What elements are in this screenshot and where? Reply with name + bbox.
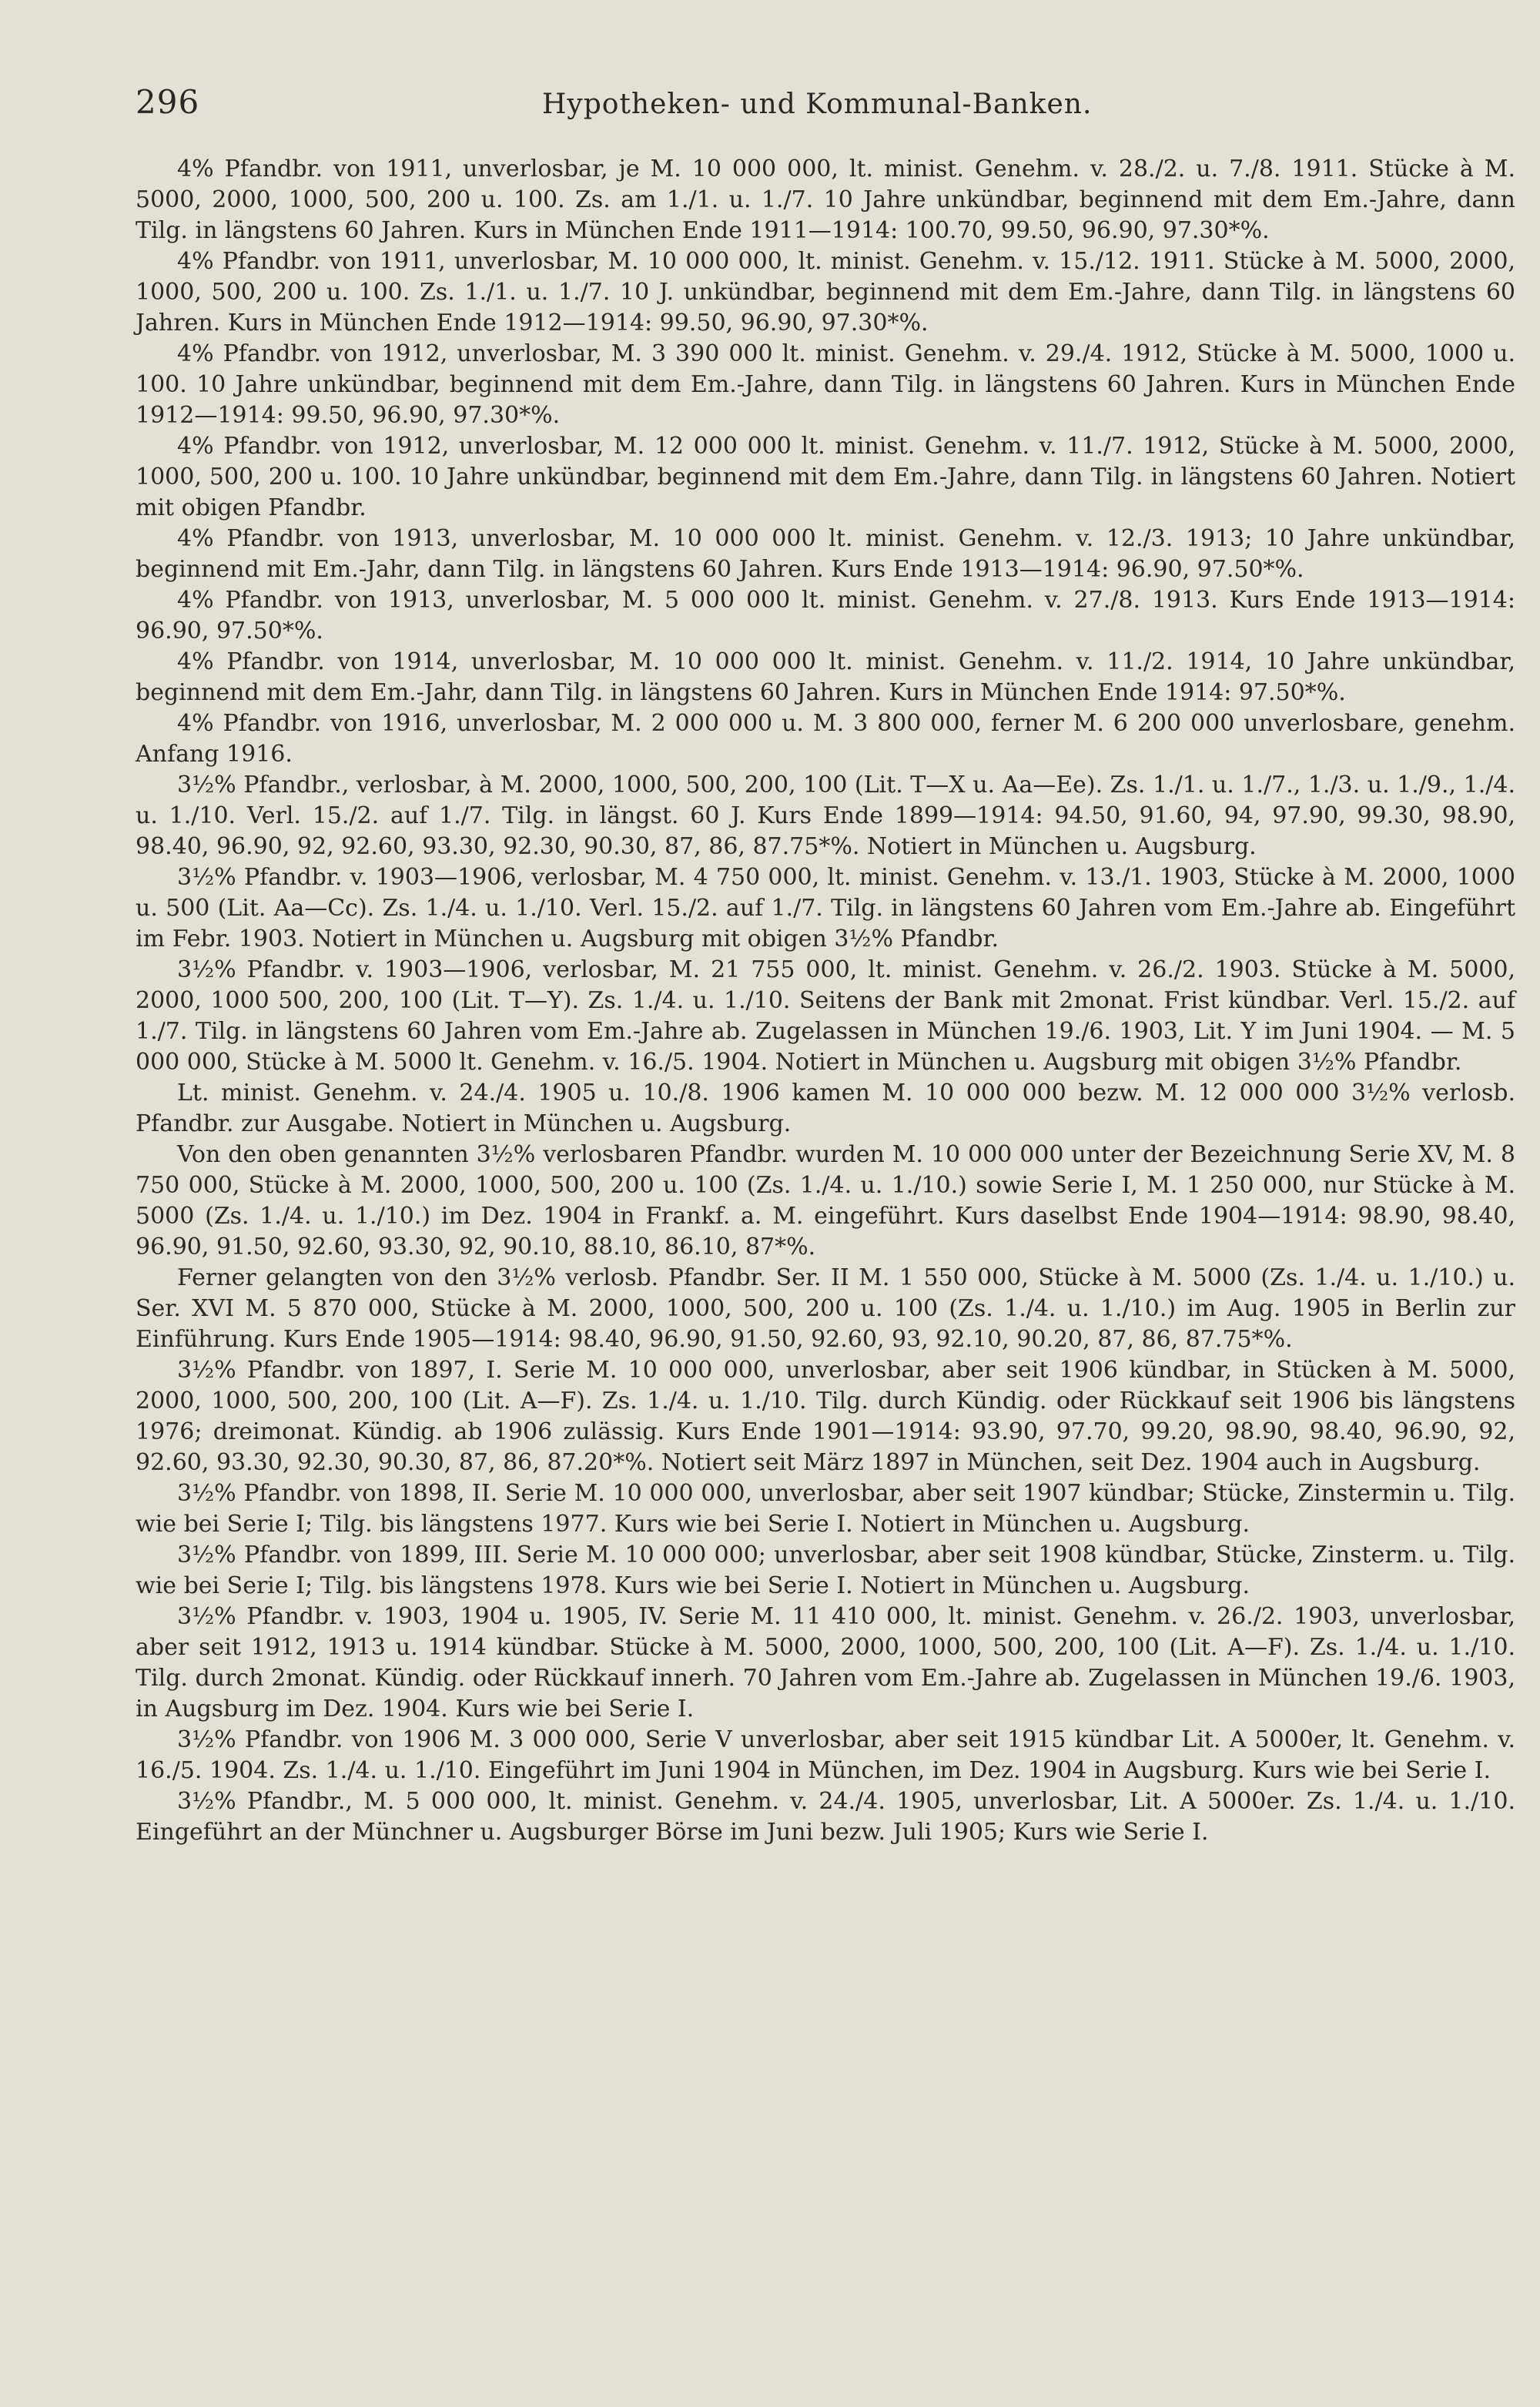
paragraph: 3½% Pfandbr. v. 1903—1906, verlosbar, M. 4 750 000, lt. minist. Genehm. v. 13./1. 1903, Stücke à M. 2000, 1000 u. 500 (Lit. Aa—Cc). Zs. 1./4. u. 1./10. Verl. 15./2. auf 1./7. Tilg. in längstens 60 Jahren vom Em.-Jahre ab. Eingeführt im Febr. 1903. Notiert in München u. Augsburg mit obigen 3½% Pfandbr. [136,864,1515,952]
paragraph: Lt. minist. Genehm. v. 24./4. 1905 u. 10./8. 1906 kamen M. 10 000 000 bezw. M. 12 000 000 3½% verlosb. Pfandbr. zur Ausgabe. Notiert in München u. Augsburg. [136,1080,1515,1137]
paragraph: 3½% Pfandbr. von 1906 M. 3 000 000, Serie V unverlosbar, aber seit 1915 kündbar Lit. A 5000er, lt. Genehm. v. 16./5. 1904. Zs. 1./4. u. 1./10. Eingeführt im Juni 1904 in München, im Dez. 1904 in Augsburg. Kurs wie bei Serie I. [136,1726,1515,1784]
paragraph: 4% Pfandbr. von 1913, unverlosbar, M. 10 000 000 lt. minist. Genehm. v. 12./3. 1913; 10 Jahre unkündbar, beginnend mit Em.-Jahr, dann Tilg. in längstens 60 Jahren. Kurs Ende 1913—1914: 96.90, 97.50*%. [136,525,1515,583]
paragraph: 4% Pfandbr. von 1916, unverlosbar, M. 2 000 000 u. M. 3 800 000, ferner M. 6 200 000 unverlosbare, genehm. Anfang 1916. [136,710,1515,768]
paragraph: 4% Pfandbr. von 1911, unverlosbar, M. 10 000 000, lt. minist. Genehm. v. 15./12. 1911. Stücke à M. 5000, 2000, 1000, 500, 200 u. 100. Zs. 1./1. u. 1./7. 10 J. unkündbar, beginnend mit dem Em.-Jahre, dann Tilg. in längstens 60 Jahren. Kurs in München Ende 1912—1914: 99.50, 96.90, 97.30*%. [136,248,1515,336]
paragraph: Von den oben genannten 3½% verlosbaren Pfandbr. wurden M. 10 000 000 unter der Bezeichnung Serie XV, M. 8 750 000, Stücke à M. 2000, 1000, 500, 200 u. 100 (Zs. 1./4. u. 1./10.) sowie Serie I, M. 1 250 000, nur Stücke à M. 5000 (Zs. 1./4. u. 1./10.) im Dez. 1904 in Frankf. a. M. eingeführt. Kurs daselbst Ende 1904—1914: 98.90, 98.40, 96.90, 91.50, 92.60, 93.30, 92, 90.10, 88.10, 86.10, 87*%. [136,1141,1515,1260]
paragraph: 3½% Pfandbr. v. 1903, 1904 u. 1905, IV. Serie M. 11 410 000, lt. minist. Genehm. v. 26./2. 1903, unverlosbar, aber seit 1912, 1913 u. 1914 kündbar. Stücke à M. 5000, 2000, 1000, 500, 200, 100 (Lit. A—F). Zs. 1./4. u. 1./10. Tilg. durch 2monat. Kündig. oder Rückkauf innerh. 70 Jahren vom Em.-Jahre ab. Zugelassen in München 19./6. 1903, in Augsburg im Dez. 1904. Kurs wie bei Serie I. [136,1603,1515,1722]
paragraph: 3½% Pfandbr. v. 1903—1906, verlosbar, M. 21 755 000, lt. minist. Genehm. v. 26./2. 1903. Stücke à M. 5000, 2000, 1000 500, 200, 100 (Lit. T—Y). Zs. 1./4. u. 1./10. Seitens der Bank mit 2monat. Frist kündbar. Verl. 15./2. auf 1./7. Tilg. in längstens 60 Jahren vom Em.-Jahre ab. Zugelassen in München 19./6. 1903, Lit. Y im Juni 1904. — M. 5 000 000, Stücke à M. 5000 lt. Genehm. v. 16./5. 1904. Notiert in München u. Augsburg mit obigen 3½% Pfandbr. [136,956,1515,1076]
paragraph: 4% Pfandbr. von 1912, unverlosbar, M. 12 000 000 lt. minist. Genehm. v. 11./7. 1912, Stücke à M. 5000, 2000, 1000, 500, 200 u. 100. 10 Jahre unkündbar, beginnend mit dem Em.-Jahre, dann Tilg. in längstens 60 Jahren. Notiert mit obigen Pfandbr. [136,433,1515,521]
body-text [136,154,1515,1848]
page-number: 296 [136,83,200,121]
paragraph: 4% Pfandbr. von 1913, unverlosbar, M. 5 000 000 lt. minist. Genehm. v. 27./8. 1913. Kurs Ende 1913—1914: 96.90, 97.50*%. [136,587,1515,644]
paragraph: 3½% Pfandbr. von 1899, III. Serie M. 10 000 000; unverlosbar, aber seit 1908 kündbar, Stücke, Zinsterm. u. Tilg. wie bei Serie I; Tilg. bis längstens 1978. Kurs wie bei Serie I. Notiert in München u. Augsburg. [136,1542,1515,1599]
paragraph: 4% Pfandbr. von 1911, unverlosbar, je M. 10 000 000, lt. minist. Genehm. v. 28./2. u. 7./8. 1911. Stücke à M. 5000, 2000, 1000, 500, 200 u. 100. Zs. am 1./1. u. 1./7. 10 Jahre unkündbar, beginnend mit dem Em.-Jahre, dann Tilg. in längstens 60 Jahren. Kurs in München Ende 1911—1914: 100.70, 99.50, 96.90, 97.30*%. [136,156,1515,244]
paragraph: 4% Pfandbr. von 1914, unverlosbar, M. 10 000 000 lt. minist. Genehm. v. 11./2. 1914, 10 Jahre unkündbar, beginnend mit dem Em.-Jahr, dann Tilg. in längstens 60 Jahren. Kurs in München Ende 1914: 97.50*%. [136,648,1515,706]
paragraph: 3½% Pfandbr. von 1897, I. Serie M. 10 000 000, unverlosbar, aber seit 1906 kündbar, in Stücken à M. 5000, 2000, 1000, 500, 200, 100 (Lit. A—F). Zs. 1./4. u. 1./10. Tilg. durch Kündig. oder Rückkauf seit 1906 bis längstens 1976; dreimonat. Kündig. ab 1906 zulässig. Kurs Ende 1901—1914: 93.90, 97.70, 99.20, 98.90, 98.40, 96.90, 92, 92.60, 93.30, 92.30, 90.30, 87, 86, 87.20*%. Notiert seit März 1897 in München, seit Dez. 1904 auch in Augsburg. [136,1357,1515,1476]
paragraph: 4% Pfandbr. von 1912, unverlosbar, M. 3 390 000 lt. minist. Genehm. v. 29./4. 1912, Stücke à M. 5000, 1000 u. 100. 10 Jahre unkündbar, beginnend mit dem Em.-Jahre, dann Tilg. in längstens 60 Jahren. Kurs in München Ende 1912—1914: 99.50, 96.90, 97.30*%. [136,340,1515,429]
paragraph: Ferner gelangten von den 3½% verlosb. Pfandbr. Ser. II M. 1 550 000, Stücke à M. 5000 (Zs. 1./4. u. 1./10.) u. Ser. XVI M. 5 870 000, Stücke à M. 2000, 1000, 500, 200 u. 100 (Zs. 1./4. u. 1./10.) im Aug. 1905 in Berlin zur Einführung. Kurs Ende 1905—1914: 98.40, 96.90, 91.50, 92.60, 93, 92.10, 90.20, 87, 86, 87.75*%. [136,1264,1515,1353]
running-title: Hypotheken- und Kommunal-Banken. [542,89,1093,120]
paragraph: 3½% Pfandbr., verlosbar, à M. 2000, 1000, 500, 200, 100 (Lit. T—X u. Aa—Ee). Zs. 1./1. u. 1./7., 1./3. u. 1./9., 1./4. u. 1./10. Verl. 15./2. auf 1./7. Tilg. in längst. 60 J. Kurs Ende 1899—1914: 94.50, 91.60, 94, 97.90, 99.30, 98.90, 98.40, 96.90, 92, 92.60, 93.30, 92.30, 90.30, 87, 86, 87.75*%. Notiert in München u. Augsburg. [136,772,1515,860]
paragraph: 3½% Pfandbr. von 1898, II. Serie M. 10 000 000, unverlosbar, aber seit 1907 kündbar; Stücke, Zinstermin u. Tilg. wie bei Serie I; Tilg. bis längstens 1977. Kurs wie bei Serie I. Notiert in München u. Augsburg. [136,1480,1515,1538]
paragraph: 3½% Pfandbr., M. 5 000 000, lt. minist. Genehm. v. 24./4. 1905, unverlosbar, Lit. A 5000er. Zs. 1./4. u. 1./10. Eingeführt an der Münchner u. Augsburger Börse im Juni bezw. Juli 1905; Kurs wie Serie I. [136,1788,1515,1846]
page-header [136,83,1517,137]
